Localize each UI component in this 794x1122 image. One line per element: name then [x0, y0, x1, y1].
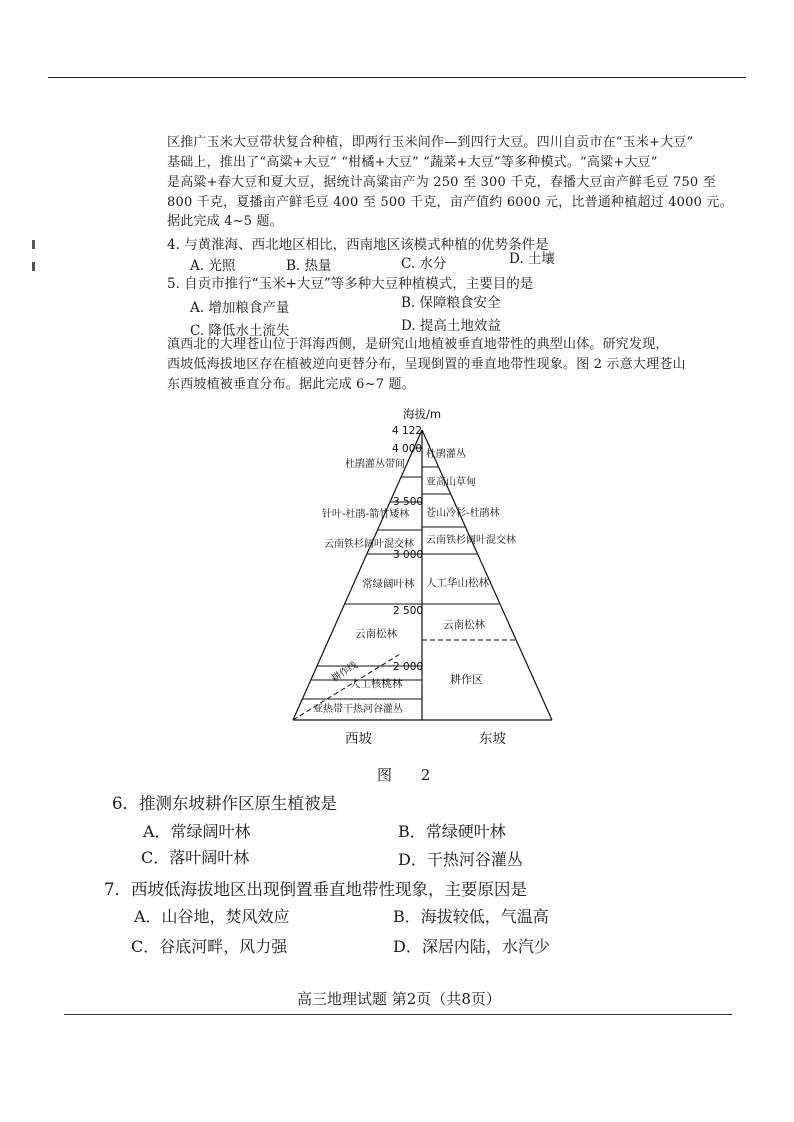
question-6-stem: 6．推测东坡耕作区原生植被是: [112, 794, 337, 813]
east-slope-edge: [422, 430, 552, 720]
east-zone-label: 云南松林: [443, 619, 485, 631]
west-slope-edge: [293, 430, 422, 720]
west-zone-label: 杜鹃灌丛带间: [345, 459, 405, 470]
elevation-label: 3 500: [393, 496, 424, 508]
question-6-option-d: D．干热河谷灌丛: [398, 850, 523, 869]
elevation-label: 2 000: [393, 661, 424, 673]
question-5-option-a: A. 增加粮食产量: [190, 300, 290, 316]
west-zone-label: 针叶-杜鹃-箭竹矮林: [322, 509, 410, 520]
passage-line: 800 千克，夏播亩产鲜毛豆 400 至 500 千克，亩产值约 6000 元，比普通种植超过 4000 元。: [167, 195, 733, 210]
page-footer: 高三地理试题 第2页（共8页）: [297, 990, 501, 1008]
figure-caption: 图 2: [377, 766, 443, 784]
question-7-option-d: D．深居内陆，水汽少: [393, 937, 550, 956]
passage-line: 滇西北的大理苍山位于洱海西侧，是研究山地植被垂直地带性的典型山体。研究发现，: [167, 337, 669, 352]
east-zone-label: 人工华山松林: [426, 577, 489, 589]
question-4-option-b: B. 热量: [286, 258, 332, 274]
east-zone-label: 苍山冷杉-杜鹃林: [426, 508, 500, 519]
elevation-label: 2 500: [393, 605, 424, 617]
question-7-stem: 7．西坡低海拔地区出现倒置垂直地带性现象，主要原因是: [104, 880, 527, 899]
question-6-option-c: C．落叶阔叶林: [141, 848, 250, 867]
west-slope-label: 西坡: [345, 731, 372, 747]
west-zone-label: 云南铁杉阔叶混交林: [324, 539, 414, 550]
west-zone-label: 人工核桃林: [350, 678, 403, 690]
east-zone-label: 耕作区: [450, 673, 483, 686]
passage-line: 东西坡植被垂直分布。据此完成 6~7 题。: [167, 377, 415, 392]
elevation-axis-label: 海拔/m: [403, 407, 442, 421]
question-6-option-a: A．常绿阔叶林: [143, 822, 251, 841]
question-4-stem: 4. 与黄淮海、西北地区相比，西南地区该模式种植的优势条件是: [167, 237, 549, 253]
east-zone-label: 亚高山草甸: [426, 477, 476, 488]
elevation-label: 4 000: [392, 443, 423, 455]
west-zone-label: 亚热带干热河谷灌丛: [313, 704, 403, 715]
bottom-rule: [64, 1014, 732, 1015]
east-zone-label: 云南铁杉阔叶混交林: [426, 535, 516, 546]
west-zone-label: 云南松林: [355, 628, 397, 640]
west-zone-label: 常绿阔叶林: [362, 578, 415, 590]
east-slope-label: 东坡: [479, 731, 506, 747]
question-7-option-b: B．海拔较低，气温高: [393, 907, 549, 926]
question-6-option-b: B．常绿硬叶林: [398, 822, 506, 841]
passage-line: 西坡低海拔地区存在植被逆向更替分布，呈现倒置的垂直地带性现象。图 2 示意大理苍山: [167, 357, 686, 372]
question-7-option-a: A．山谷地，焚风效应: [134, 907, 290, 926]
question-7-option-c: C．谷底河畔，风力强: [131, 937, 288, 956]
question-5-option-b: B. 保障粮食安全: [401, 295, 501, 311]
question-4-option-a: A. 光照: [190, 258, 236, 274]
elevation-label: 4 122: [392, 425, 423, 437]
passage-line: 区推广玉米大豆带状复合种植，即两行玉米间作—到四行大豆。四川自贡市在“玉米+大豆”: [167, 135, 694, 150]
passage-line: 是高粱+春大豆和夏大豆，据统计高粱亩产为 250 至 300 千克，春播大豆亩产鲜毛豆 750 至: [167, 175, 716, 190]
question-4-option-d: D. 土壤: [509, 251, 555, 267]
passage-line: 据此完成 4~5 题。: [167, 214, 283, 229]
question-5-option-d: D. 提高土地效益: [401, 318, 501, 334]
east-zone-label: 杜鹃灌丛: [426, 449, 466, 460]
question-5-stem: 5. 自贡市推行“玉米+大豆”等多种大豆种植模式，主要目的是: [167, 276, 534, 292]
passage-line: 基础上，推出了“高粱+大豆” “柑橘+大豆” “蔬菜+大豆”等多种模式。“高粱+大豆”: [167, 155, 658, 170]
question-5-option-c: C. 降低水土流失: [190, 323, 290, 339]
question-4-option-c: C. 水分: [401, 256, 447, 272]
elevation-label: 3 000: [393, 549, 424, 561]
tillage-line-label: 耕作线: [329, 659, 360, 685]
